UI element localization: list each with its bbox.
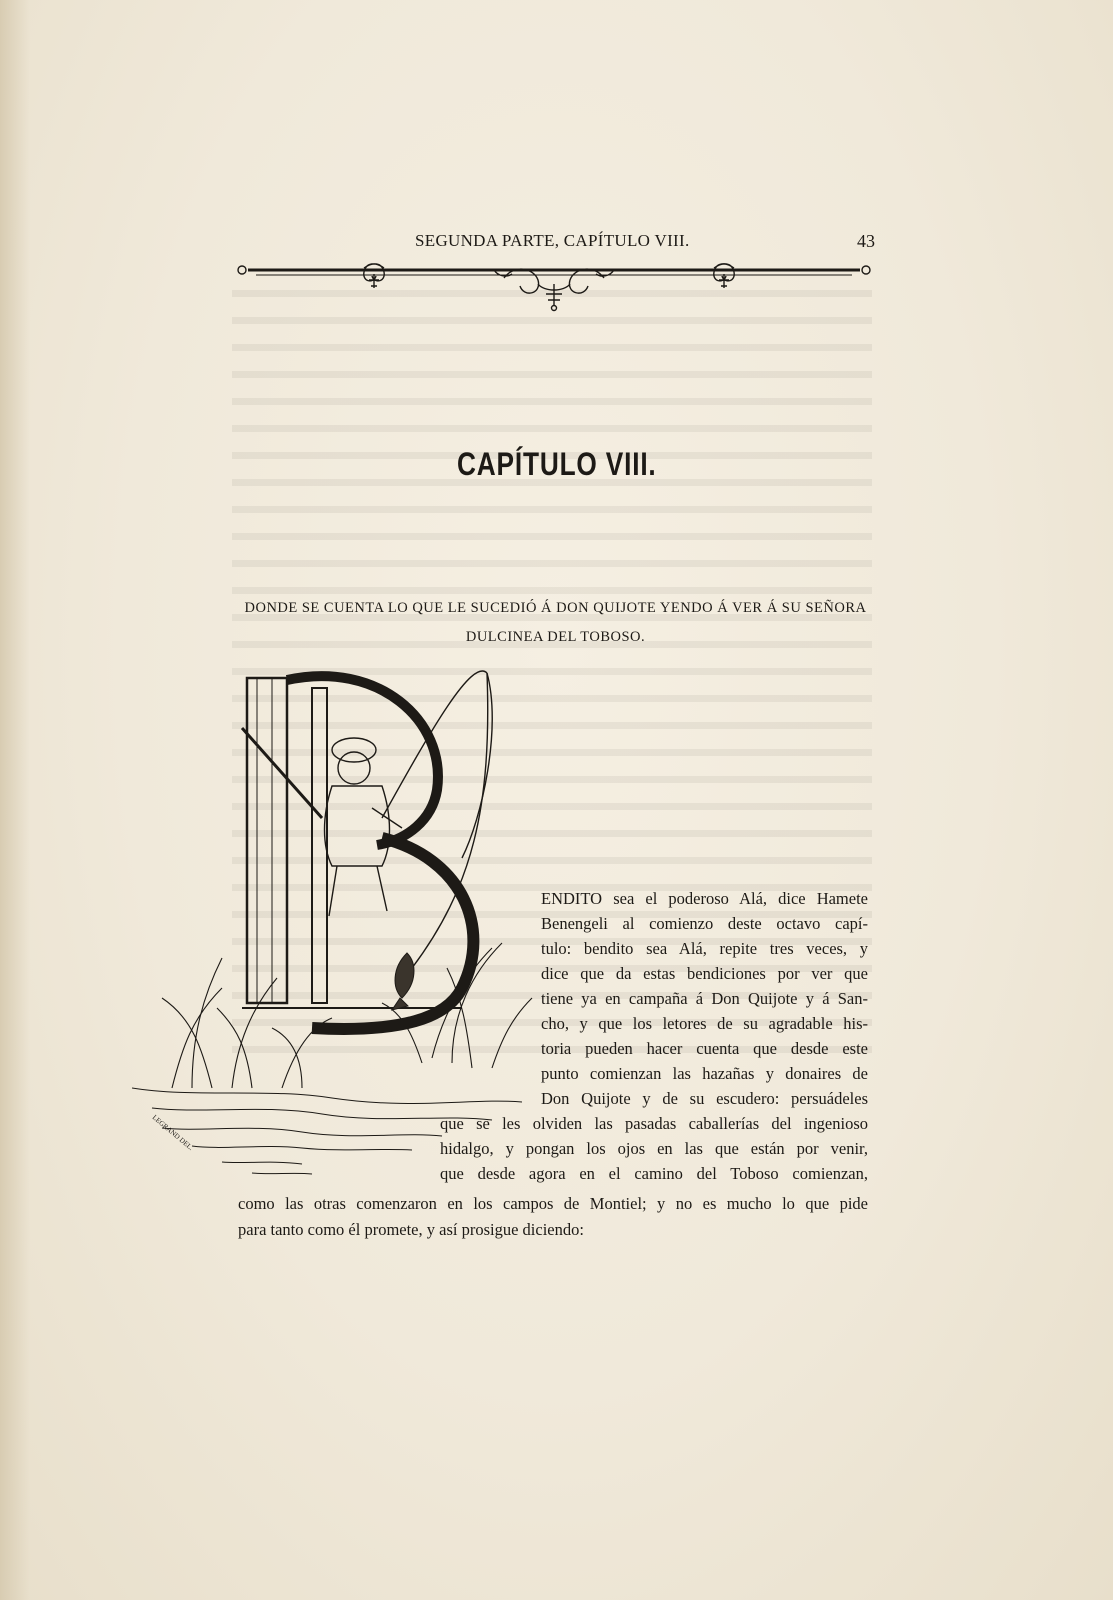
chapter-title: CAPÍTULO VIII. [456, 446, 657, 482]
page-edge-shadow [0, 0, 30, 1600]
summary-line: DULCINEA DEL TOBOSO. [465, 629, 646, 645]
body-line: dice que da estas bendiciones por ver que [541, 964, 868, 983]
fish-icon [392, 953, 414, 1010]
running-title: SEGUNDA PARTE, CAPÍTULO VIII. [415, 231, 690, 250]
body-line: tulo: bendito sea Alá, repite tres veces, y [541, 939, 868, 958]
summary-line: DONDE SE CUENTA LO QUE LE SUCEDIÓ Á DON QUIJOTE YENDO Á VER Á SU SEÑORA [244, 600, 867, 616]
body-line: Don Quijote y de su escudero: persuádeles [541, 1089, 868, 1108]
body-line: punto comienzan las hazañas y donaires de [541, 1064, 868, 1083]
body-line: como las otras comenzaron en los campos de Montiel; y no es mucho lo que pide [238, 1194, 868, 1213]
body-line: para tanto como él promete, y así prosigue diciendo: [238, 1220, 584, 1239]
page-number: 43 [857, 231, 875, 251]
letter-b-illustration [242, 676, 473, 1029]
body-line: que desde agora en el camino del Toboso comienzan, [440, 1164, 868, 1183]
body-line: tiene ya en campaña á Don Quijote y á San- [541, 989, 868, 1008]
body-line: cho, y que los letores de su agradable his- [541, 1014, 868, 1033]
chapter-summary [228, 594, 883, 652]
header-ornament [234, 260, 874, 320]
body-line: Benengeli al comienzo deste octavo capí- [541, 914, 868, 933]
body-line: ENDITO sea el poderoso Alá, dice Hamete [541, 889, 868, 908]
running-head [240, 231, 875, 255]
artist-signature: LEGRAND DEL. [150, 1113, 195, 1153]
body-line: hidalgo, y pongan los ojos en las que están por venir, [440, 1139, 868, 1158]
body-line: que se les olviden las pasadas caballerías del ingenioso [440, 1114, 868, 1133]
body-line: toria pueden hacer cuenta que desde este [541, 1039, 868, 1058]
illustrated-initial [132, 668, 542, 1188]
